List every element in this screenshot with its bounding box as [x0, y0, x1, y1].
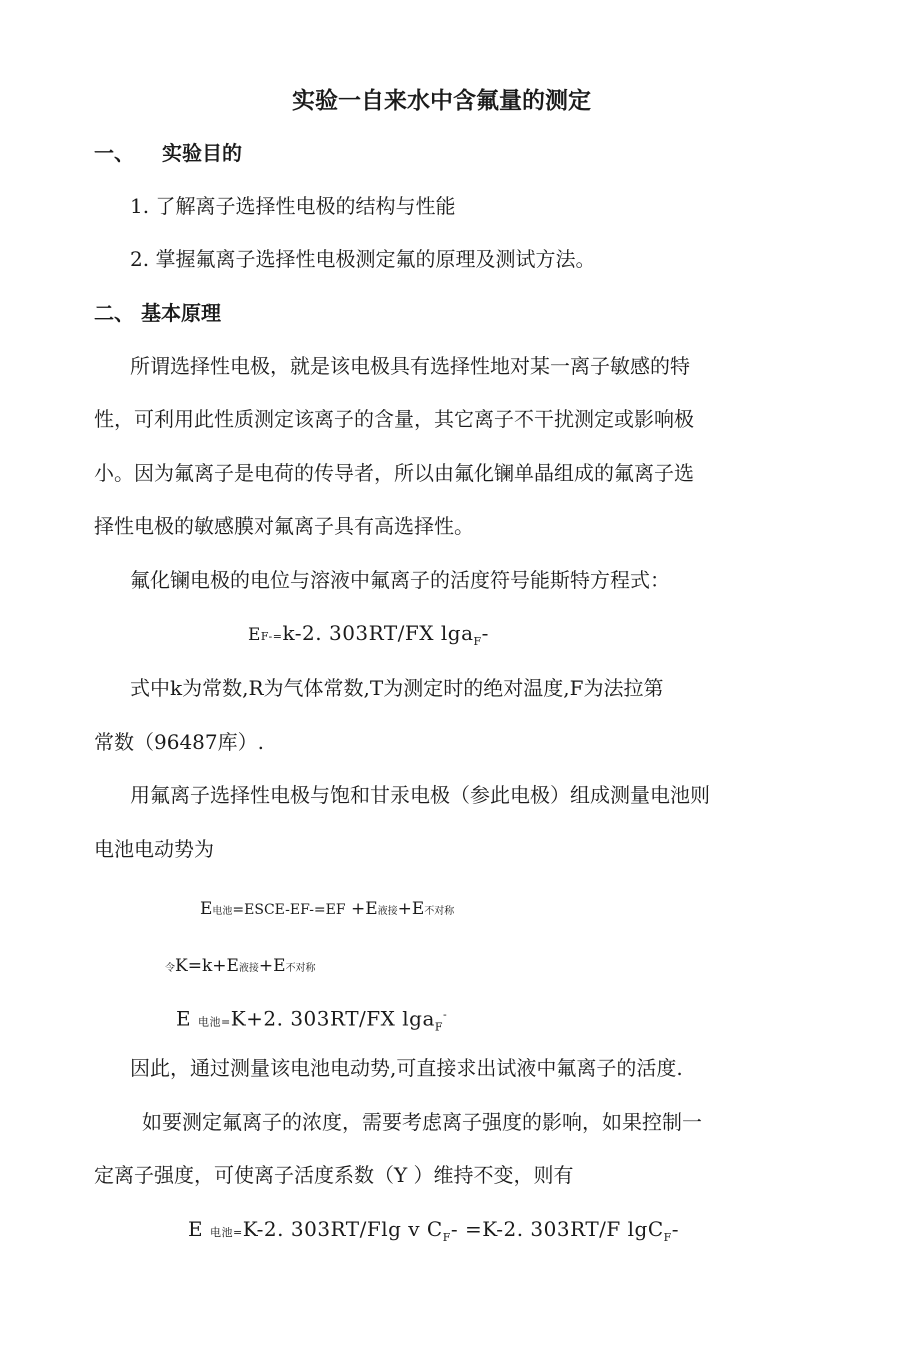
eq-subscript: F	[442, 1231, 451, 1244]
cell-emf-concentration-equation	[188, 1216, 679, 1251]
eq-symbol: =	[272, 630, 283, 643]
eq-body: K+2. 303RT/FX lga	[230, 1006, 435, 1031]
eq-body: - =K-2. 303RT/F lgC	[450, 1217, 664, 1241]
eq-prefix: 令	[165, 963, 175, 974]
objective-item-2: 2. 掌握氟离子选择性电极测定氟的原理及测试方法。	[130, 247, 596, 271]
paragraph-line: 择性电极的敏感膜对氟离子具有高选择性。	[94, 514, 474, 538]
nernst-equation	[248, 620, 489, 655]
paragraph-line: 所谓选择性电极，就是该电极具有选择性地对某一离子敏感的特	[130, 354, 690, 378]
eq-subscript: F	[663, 1231, 672, 1244]
paragraph-line: 用氟离子选择性电极与饱和甘汞电极（参此电极）组成测量电池则	[130, 783, 710, 807]
eq-symbol: E	[176, 1006, 198, 1031]
eq-subscript: 电池=	[197, 1015, 231, 1029]
paragraph-line: 小。因为氟离子是电荷的传导者，所以由氟化镧单晶组成的氟离子选	[94, 461, 694, 485]
cell-emf-activity-equation	[176, 1002, 447, 1041]
paragraph-line: 电池电动势为	[94, 837, 214, 861]
eq-subscript: 液接	[238, 963, 259, 974]
eq-symbol: +E	[397, 899, 425, 919]
eq-subscript: F	[473, 635, 482, 648]
eq-subscript: 不对称	[285, 963, 316, 974]
eq-subscript: F	[434, 1020, 444, 1034]
objective-item-1: 1. 了解离子选择性电极的结构与性能	[130, 194, 456, 218]
eq-body: K-2. 303RT/Flg v C	[242, 1217, 443, 1241]
eq-subscript: F-	[260, 630, 273, 643]
paragraph-line: 式中k为常数,R为气体常数,T为测定时的绝对温度,F为法拉第	[130, 676, 664, 700]
paragraph-line: 常数（96487库）.	[94, 730, 264, 754]
section1-heading-number: 一、	[94, 141, 134, 165]
eq-body: =ESCE-EF-=EF	[232, 902, 346, 918]
eq-body: K=k+E	[175, 956, 239, 976]
eq-symbol: +E	[258, 956, 286, 976]
eq-superscript: -	[443, 1008, 448, 1021]
eq-subscript: 不对称	[424, 906, 455, 917]
paragraph-line: 氟化镧电极的电位与溶液中氟离子的活度符号能斯特方程式：	[130, 568, 670, 592]
cell-emf-equation	[200, 896, 454, 925]
eq-symbol: -	[671, 1217, 680, 1241]
section1-heading: 实验目的	[162, 141, 242, 165]
eq-symbol: E	[200, 899, 213, 919]
eq-body: k-2. 303RT/FX lga	[282, 621, 474, 645]
eq-subscript: 液接	[377, 906, 398, 917]
section2-heading: 二、 基本原理	[94, 301, 221, 325]
eq-symbol: -	[481, 621, 489, 645]
eq-symbol: E	[248, 625, 261, 645]
paragraph-line: 如要测定氟离子的浓度，需要考虑离子强度的影响，如果控制一	[142, 1110, 702, 1134]
paragraph-line: 性，可利用此性质测定该离子的含量，其它离子不干扰测定或影响极	[94, 407, 694, 431]
eq-symbol: +E	[345, 899, 378, 919]
eq-subscript: 电池=	[209, 1226, 243, 1239]
page-title: 实验一自来水中含氟量的测定	[292, 88, 591, 114]
eq-subscript: 电池	[212, 906, 233, 917]
paragraph-line: 定离子强度，可使离子活度系数（Y ）维持不变，则有	[94, 1163, 574, 1187]
paragraph-line: 因此，通过测量该电池电动势,可直接求出试液中氟离子的活度.	[130, 1056, 683, 1080]
eq-symbol: E	[188, 1217, 210, 1241]
constant-definition	[165, 953, 316, 982]
